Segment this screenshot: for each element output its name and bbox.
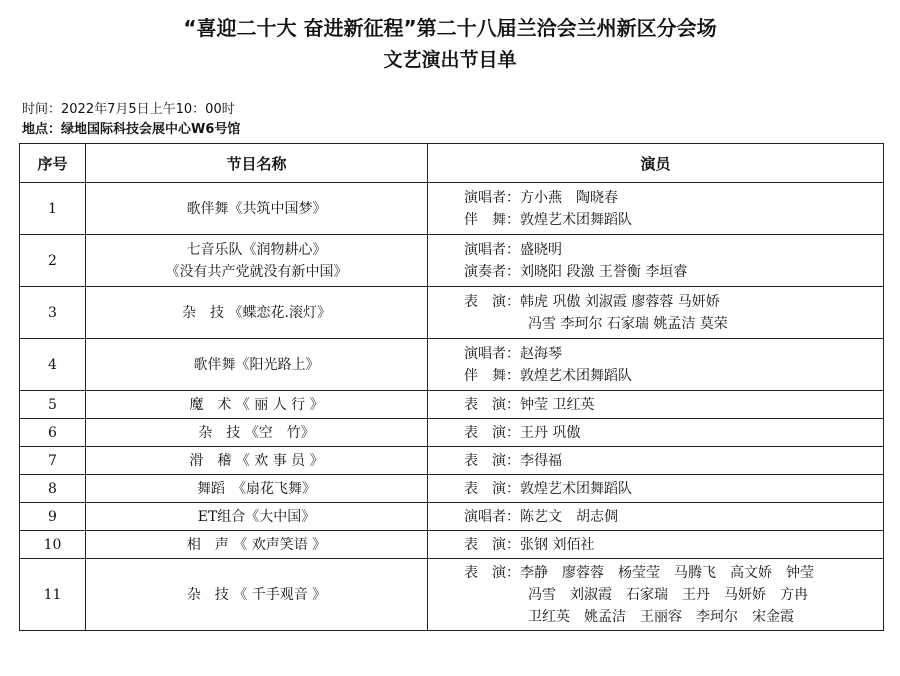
performer-line: 伴 舞：敦煌艺术团舞蹈队: [464, 211, 632, 228]
performer-line: 表 演：敦煌艺术团舞蹈队: [464, 480, 632, 497]
program-line: 相 声 《 欢声笑语 》: [186, 536, 327, 553]
title-line-1: “喜迎二十大 奋进新征程”第二十八届兰洽会兰州新区分会场: [183, 16, 717, 40]
row-number: 6: [20, 419, 86, 447]
program-name: [86, 419, 428, 447]
program-line: 七音乐队《润物耕心》: [186, 241, 327, 258]
title-line-2: 文艺演出节目单: [383, 49, 517, 71]
table-row: [20, 559, 884, 631]
row-number: 2: [20, 235, 86, 287]
program-line: 杂 技 《 千手观音 》: [186, 586, 327, 603]
performers: [428, 475, 884, 503]
header-performers: 演员: [428, 144, 884, 183]
row-number: 7: [20, 447, 86, 475]
row-number: 10: [20, 531, 86, 559]
performers: [428, 447, 884, 475]
performer-line: 表 演：王丹 巩傲: [464, 424, 581, 441]
performers: [428, 559, 884, 631]
program-name: [86, 235, 428, 287]
program-name: [86, 287, 428, 339]
performer-line: 表 演：钟莹 卫红英: [464, 396, 595, 413]
performers: [428, 183, 884, 235]
program-line: 歌伴舞《阳光路上》: [193, 356, 320, 373]
program-line: 杂 技 《空 竹》: [198, 424, 315, 441]
header-program: 节目名称: [86, 144, 428, 183]
program-line: 滑 稽 《 欢 事 员 》: [189, 452, 324, 469]
table-row: [20, 287, 884, 339]
program-name: [86, 503, 428, 531]
header-number: 序号: [20, 144, 86, 183]
table-body: [20, 183, 884, 631]
table-row: [20, 339, 884, 391]
performer-line: 表 演：张钢 刘佰社: [464, 536, 595, 553]
table-row: [20, 235, 884, 287]
program-name: [86, 339, 428, 391]
performer-line: 演奏者：刘晓阳 段激 王誉衡 李垣睿: [464, 263, 688, 280]
performer-line: 演唱者：陈艺文 胡志倜: [464, 508, 618, 525]
program-line: 歌伴舞《共筑中国梦》: [186, 200, 327, 217]
program-name: [86, 447, 428, 475]
row-number: 5: [20, 391, 86, 419]
table-row: [20, 447, 884, 475]
event-time: 时间：2022年7月5日上午10：00时: [22, 102, 235, 117]
performer-line: 演唱者：赵海琴: [464, 345, 562, 362]
program-name: [86, 391, 428, 419]
performers: [428, 339, 884, 391]
table-row: [20, 391, 884, 419]
performer-line: 表 演：李得福: [464, 452, 562, 469]
program-table: [19, 143, 884, 631]
performer-line: 伴 舞：敦煌艺术团舞蹈队: [464, 367, 632, 384]
row-number: 11: [20, 559, 86, 631]
table-header-row: [20, 144, 884, 183]
performers: [428, 235, 884, 287]
performer-line: 演唱者：方小燕 陶晓春: [464, 189, 618, 206]
performers: [428, 503, 884, 531]
program-name: [86, 183, 428, 235]
performer-line: 演唱者：盛晓明: [464, 241, 562, 258]
program-line: ET组合《大中国》: [197, 508, 316, 525]
program-line: 舞蹈 《扇花飞舞》: [197, 480, 316, 497]
program-line: 魔 术 《 丽 人 行 》: [189, 396, 324, 413]
table-row: [20, 531, 884, 559]
performer-line: 表 演：李静 廖蓉蓉 杨莹莹 马腾飞 高文娇 钟莹: [464, 564, 814, 581]
program-name: [86, 475, 428, 503]
performer-line: 卫红英 姚孟洁 王丽容 李珂尔 宋金霞: [528, 608, 794, 625]
performer-line: 表 演：韩虎 巩傲 刘淑霞 廖蓉蓉 马妍娇: [464, 293, 720, 310]
event-location: 地点：绿地国际科技会展中心W6号馆: [22, 122, 241, 137]
table-row: [20, 475, 884, 503]
program-name: [86, 559, 428, 631]
performers: [428, 391, 884, 419]
program-name: [86, 531, 428, 559]
row-number: 3: [20, 287, 86, 339]
row-number: 1: [20, 183, 86, 235]
row-number: 4: [20, 339, 86, 391]
performers: [428, 419, 884, 447]
performers: [428, 287, 884, 339]
row-number: 9: [20, 503, 86, 531]
program-line: 《没有共产党就没有新中国》: [165, 263, 348, 280]
table-row: [20, 503, 884, 531]
performer-line: 冯雪 李珂尔 石家瑞 姚孟洁 莫荣: [528, 315, 728, 332]
performer-line: 冯雪 刘淑霞 石家瑞 王丹 马妍娇 方冉: [528, 586, 808, 603]
table-row: [20, 183, 884, 235]
program-line: 杂 技 《蝶恋花.滚灯》: [182, 304, 331, 321]
performers: [428, 531, 884, 559]
row-number: 8: [20, 475, 86, 503]
table-row: [20, 419, 884, 447]
